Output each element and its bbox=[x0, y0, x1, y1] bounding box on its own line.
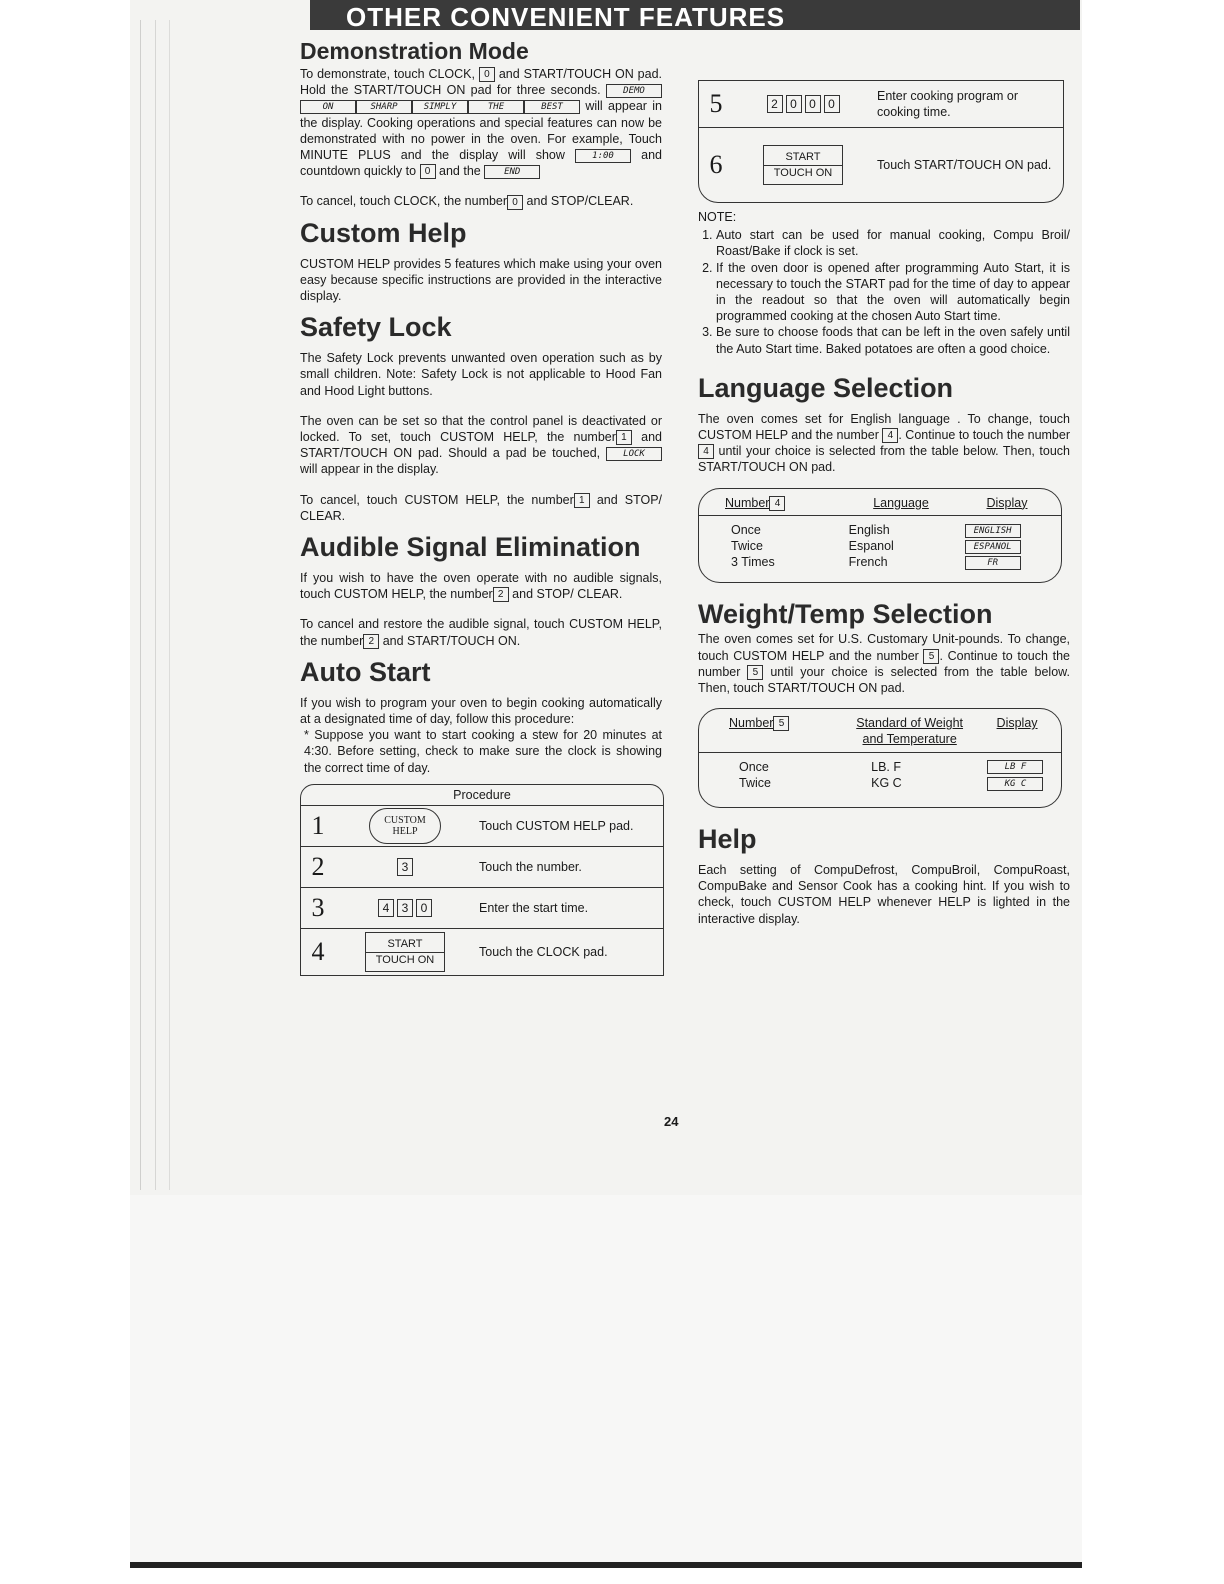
table-header: Standard of Weight and Temperature bbox=[856, 716, 964, 747]
step-number: 4 bbox=[311, 936, 325, 966]
step-text: Touch CUSTOM HELP pad. bbox=[479, 818, 634, 833]
table-header: Number 5 bbox=[699, 715, 846, 747]
left-column bbox=[300, 36, 662, 976]
step-text: Touch the number. bbox=[479, 859, 582, 874]
table-header: Number 4 bbox=[699, 495, 845, 511]
lcd-end: END bbox=[484, 165, 540, 179]
lcd-display: FR bbox=[965, 556, 1021, 570]
language-table bbox=[698, 488, 1062, 584]
note-item: 3. Be sure to choose foods that can be left in the oven safely until the Auto Start time. Baked potatoes are often a good choice. bbox=[716, 324, 1070, 356]
key-0: 0 bbox=[420, 164, 436, 179]
table-header: Display bbox=[986, 495, 1028, 510]
help-text: Each setting of CompuDefrost, CompuBroil, CompuRoast, CompuBake and Sensor Cook has a cooking hint. If you wish to check, touch CUSTOM HELP whenever HELP is lighted in the interactive display. bbox=[698, 863, 1070, 926]
procedure-step bbox=[301, 806, 663, 847]
scan-margin-left bbox=[0, 0, 130, 1584]
lcd-lock: LOCK bbox=[606, 447, 662, 461]
number-key-icon: 4 bbox=[378, 899, 394, 917]
key-2: 2 bbox=[493, 587, 509, 602]
demo-text: To demonstrate, touch CLOCK, 0 and START/TOUCH ON pad. Hold the START/TOUCH ON pad for three seconds. DEMOON SHARP SIMPLY THE BEST will appear in the display. Cooking operations and special features can now be demonstrated with no power in the oven. For example, Touch MINUTE PLUS and the display will show 1:00 and countdown quickly to 0 and the END bbox=[300, 67, 663, 179]
procedure-step bbox=[301, 929, 663, 975]
auto-start-text: If you wish to program your oven to begin cooking automatically at a designated time of day, follow this procedure: bbox=[300, 695, 662, 727]
start-touch-on-pad-icon: START TOUCH ON bbox=[365, 932, 445, 972]
custom-help-title: Custom Help bbox=[300, 217, 467, 248]
safety-lock-cancel: To cancel, touch CUSTOM HELP, the number 1 and STOP/ CLEAR. bbox=[300, 492, 663, 523]
safety-lock-text-1: The Safety Lock prevents unwanted oven operation such as by small children. Note: Safety Lock is not applicable to Hood Fan and Hood Light buttons. bbox=[300, 351, 662, 398]
lcd-time: 1:00 bbox=[575, 149, 631, 163]
scan-background bbox=[130, 1195, 1082, 1565]
right-column bbox=[698, 80, 1070, 927]
step-text: Enter the start time. bbox=[479, 900, 589, 915]
audible-text-1: If you wish to have the oven operate with no audible signals, touch CUSTOM HELP, the number 2 and STOP/ CLEAR. bbox=[300, 571, 662, 602]
key-5: 5 bbox=[923, 649, 939, 664]
step-text: Touch the CLOCK pad. bbox=[479, 944, 608, 959]
key-5: 5 bbox=[747, 665, 763, 680]
number-key-icon: 3 bbox=[397, 899, 413, 917]
key-0: 0 bbox=[507, 195, 523, 210]
table-row: Once English ENGLISH bbox=[699, 522, 1061, 538]
lcd-display: KG C bbox=[987, 777, 1043, 791]
step-number: 3 bbox=[311, 892, 325, 922]
lcd-word: DEMO bbox=[606, 84, 662, 98]
key-4: 4 bbox=[769, 496, 785, 511]
lcd-display: ESPANOL bbox=[965, 540, 1021, 554]
page-edge-lines bbox=[140, 20, 181, 1190]
key-0: 0 bbox=[479, 67, 495, 82]
weight-temp-title: Weight/Temp Selection bbox=[698, 599, 993, 630]
lcd-word: THE bbox=[468, 100, 524, 114]
procedure-step bbox=[301, 847, 663, 888]
procedure-table bbox=[300, 784, 664, 976]
custom-help-pad-icon: CUSTOM HELP bbox=[369, 808, 441, 844]
lcd-display: ENGLISH bbox=[965, 524, 1021, 538]
key-4: 4 bbox=[698, 444, 714, 459]
scan-bottom-edge bbox=[130, 1562, 1082, 1568]
note-list bbox=[698, 227, 1070, 357]
safety-lock-title: Safety Lock bbox=[300, 312, 452, 343]
number-key-icon: 0 bbox=[824, 95, 840, 113]
key-1: 1 bbox=[574, 493, 590, 508]
lcd-word: ON bbox=[300, 100, 356, 114]
demo-cancel: To cancel, touch CLOCK, the number 0 and STOP/CLEAR. bbox=[300, 194, 634, 209]
custom-help-text: CUSTOM HELP provides 5 features which make using your oven easy because specific instructions are provided in the interactive display. bbox=[300, 256, 662, 304]
procedure-step bbox=[699, 128, 1063, 202]
procedure-table-continued bbox=[698, 80, 1064, 203]
step-number: 6 bbox=[709, 149, 723, 179]
step-text: Enter cooking program or cooking time. bbox=[877, 88, 1019, 119]
table-row: Twice Espanol ESPANOL bbox=[699, 538, 1061, 554]
table-row: 3 Times French FR bbox=[699, 554, 1061, 570]
key-5: 5 bbox=[773, 716, 789, 731]
note-label: NOTE: bbox=[698, 210, 737, 224]
language-text: The oven comes set for English language . To change, touch CUSTOM HELP and the number 4 . Continue to touch the number 4 until your choice is selected from the table below. Then, touch START/TOUCH ON pad. bbox=[698, 411, 1070, 475]
number-key-icon: 0 bbox=[805, 95, 821, 113]
procedure-step bbox=[301, 888, 663, 929]
table-row: Once LB. F LB F bbox=[699, 759, 1061, 775]
auto-start-title: Auto Start bbox=[300, 656, 431, 687]
demo-title: Demonstration Mode bbox=[300, 38, 529, 64]
key-1: 1 bbox=[616, 430, 632, 445]
lcd-word: SIMPLY bbox=[412, 100, 468, 114]
section-banner: OTHER CONVENIENT FEATURES bbox=[310, 0, 1080, 30]
note-item: 1. Auto start can be used for manual cooking, Compu Broil/ Roast/Bake if clock is set. bbox=[716, 227, 1070, 259]
table-header: Language bbox=[873, 495, 929, 510]
note-item: 2. If the oven door is opened after programming Auto Start, it is necessary to touch the START pad for the time of day to appear in the readout so that the oven will automatically begin programmed cooking at the chosen Auto Start time. bbox=[716, 260, 1070, 325]
audible-text-2: To cancel and restore the audible signal, touch CUSTOM HELP, the number 2 and START/TOUCH ON. bbox=[300, 617, 662, 648]
number-key-icon: 2 bbox=[767, 95, 783, 113]
lcd-word: SHARP bbox=[356, 100, 412, 114]
step-text: Touch START/TOUCH ON pad. bbox=[877, 157, 1052, 172]
audible-signal-title: Audible Signal Elimination bbox=[300, 532, 641, 563]
table-row: Twice KG C KG C bbox=[699, 775, 1061, 791]
lcd-word: BEST bbox=[524, 100, 580, 114]
procedure-step bbox=[699, 81, 1063, 128]
step-number: 1 bbox=[311, 810, 325, 840]
key-4: 4 bbox=[882, 428, 898, 443]
step-number: 5 bbox=[709, 88, 723, 118]
safety-lock-text-2: The oven can be set so that the control panel is deactivated or locked. To set, touch CUSTOM HELP, the number 1 and START/TOUCH ON pad. Should a pad be touched, LOCK will appear in the display. bbox=[300, 413, 662, 477]
table-header: Display bbox=[996, 716, 1038, 731]
auto-start-bullet: * Suppose you want to start cooking a stew for 20 minutes at 4:30. Before setting, check to make sure the clock is showing the correct time of day. bbox=[304, 728, 662, 775]
number-key-icon: 0 bbox=[416, 899, 432, 917]
weight-temp-text: The oven comes set for U.S. Customary Unit-pounds. To change, touch CUSTOM HELP and the number 5 . Continue to touch the number 5 until your choice is selected from the table below. Then, touch START/TOUCH ON pad. bbox=[698, 632, 1070, 696]
number-key-icon: 3 bbox=[397, 858, 413, 876]
lcd-display: LB F bbox=[987, 760, 1043, 774]
step-number: 2 bbox=[311, 851, 325, 881]
scan-margin-right bbox=[1082, 0, 1224, 1584]
key-2: 2 bbox=[363, 634, 379, 649]
language-title: Language Selection bbox=[698, 372, 954, 403]
weight-temp-table bbox=[698, 708, 1062, 808]
procedure-header: Procedure bbox=[301, 785, 663, 806]
help-title: Help bbox=[698, 824, 757, 855]
page-number: 24 bbox=[664, 1114, 679, 1129]
start-touch-on-pad-icon: START TOUCH ON bbox=[763, 145, 843, 185]
number-key-icon: 0 bbox=[786, 95, 802, 113]
